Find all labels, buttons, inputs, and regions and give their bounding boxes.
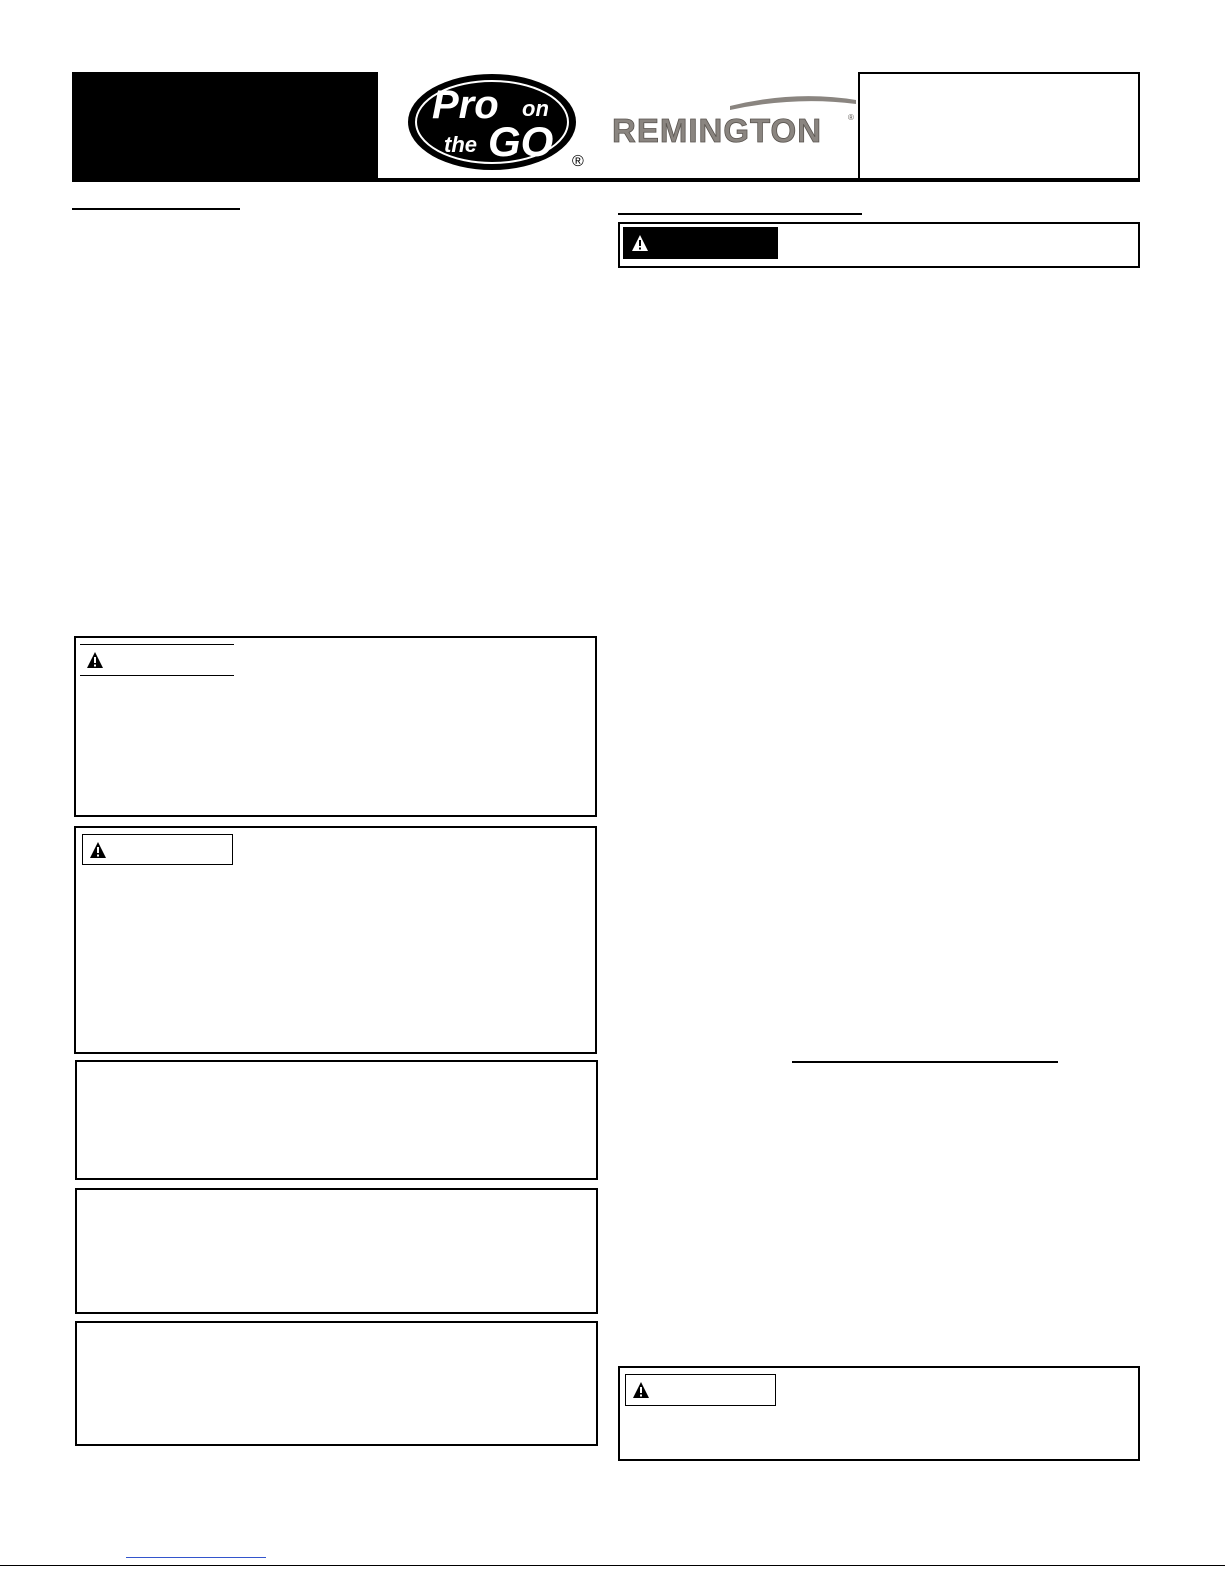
header-rule [72,178,1140,182]
warning-triangle-icon [631,234,649,252]
warning-triangle-icon [89,841,107,859]
header-black-panel [72,72,378,180]
logo-word-pro: Pro [432,83,499,127]
right-warning-box-1-tag [623,227,778,259]
left-warning-box-1 [74,636,597,817]
remington-logo-graphic [610,92,856,152]
right-warning-box-2 [618,1366,1140,1461]
left-warning-box-2-tag [82,834,233,865]
left-warning-box-2 [74,826,597,1054]
left-notice-box-1 [75,1060,598,1180]
logo-word-on: on [522,96,549,121]
left-warning-box-1-tag [80,644,234,676]
right-section-heading-underline [618,213,862,215]
right-warning-box-1 [618,222,1140,268]
remington-logo [610,92,856,152]
left-section-heading-underline [72,208,240,210]
footer-rule [0,1565,1225,1566]
warning-triangle-icon [632,1381,650,1399]
logo-registered-mark: ® [572,153,584,170]
warning-triangle-icon [86,651,104,669]
right-subheading-underline [792,1061,1058,1063]
pro-on-the-go-logo [404,74,594,178]
logo-word-go: GO [488,118,554,165]
pro-on-the-go-logo-graphic [404,74,594,178]
right-warning-box-2-tag [625,1374,776,1406]
header-info-box [858,72,1140,180]
left-notice-box-2 [75,1188,598,1314]
logo-remington-mark: ® [848,113,854,122]
logo-word-the: the [444,132,477,157]
logo-remington-text: REMINGTON [612,112,823,149]
footer-link-underline[interactable] [126,1557,266,1558]
left-notice-box-3 [75,1321,598,1446]
